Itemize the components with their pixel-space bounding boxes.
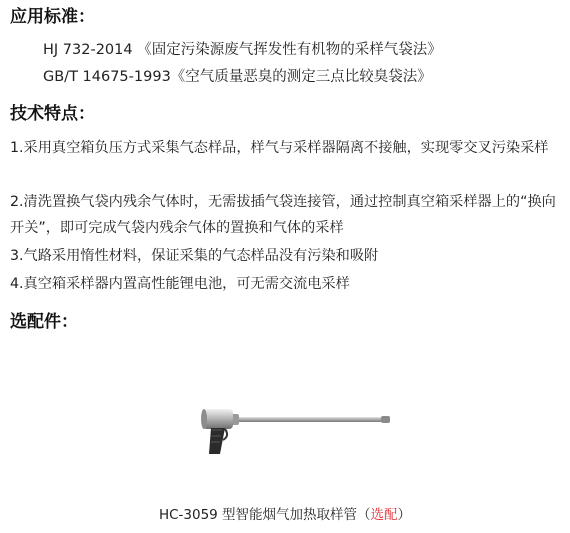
accessory-caption-close: ）	[397, 507, 412, 523]
standard-item-gbt: GB/T 14675-1993《空气质量恶臭的测定三点比较臭袋法》	[43, 69, 432, 85]
standards-heading: 应用标准：	[10, 7, 95, 27]
feature-item-4: 4.真空箱采样器内置高性能锂电池，可无需交流电采样	[10, 276, 350, 292]
feature-item-3: 3.气路采用惰性材料，保证采集的气态样品没有污染和吸附	[10, 248, 379, 264]
feature-item-2: 2.清洗置换气袋内残余气体时，无需拔插气袋连接管，通过控制真空箱采样器上的“换向开关”，即可完成气袋内残余气体的置换和气体的采样	[10, 194, 556, 236]
accessories-heading: 选配件：	[10, 312, 78, 332]
feature-item-1: 1.采用真空箱负压方式采集气态样品，样气与采样器隔离不接触，实现零交叉污染采样	[10, 140, 549, 156]
accessory-caption	[0, 505, 570, 525]
heated-sampling-probe-image	[195, 396, 395, 466]
standard-item-hj: HJ 732-2014 《固定污染源废气挥发性有机物的采样气袋法》	[43, 42, 442, 58]
accessory-caption-text: HC-3059 型智能烟气加热取样管（	[158, 507, 371, 523]
sampling-probe-icon	[195, 396, 395, 466]
optional-highlight: 选配	[370, 507, 398, 523]
features-heading: 技术特点：	[10, 104, 95, 124]
